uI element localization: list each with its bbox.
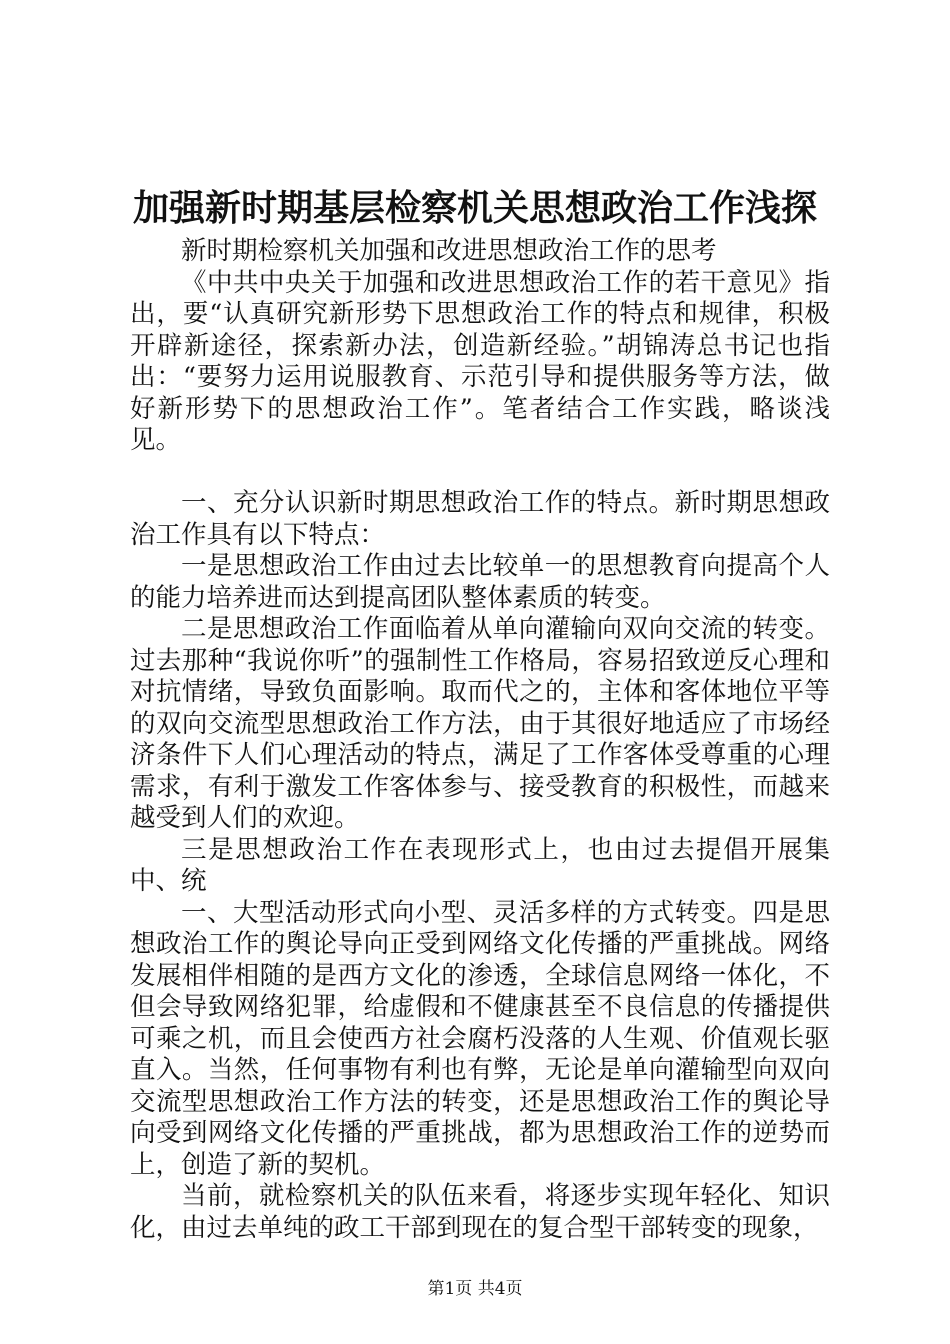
point-one-paragraph: 一是思想政治工作由过去比较单一的思想教育向提高个人的能力培养进而达到提高团队整体素质的转变。 [130,551,830,613]
point-three-paragraph: 三是思想政治工作在表现形式上，也由过去提倡开展集中、统 [130,834,830,896]
section-heading-paragraph: 一、充分认识新时期思想政治工作的特点。新时期思想政治工作具有以下特点： [130,488,830,550]
page-footer: 第1页 共4页 [427,1279,523,1299]
subtitle-paragraph: 新时期检察机关加强和改进思想政治工作的思考 [181,236,717,266]
point-four-paragraph: 一、大型活动形式向小型、灵活多样的方式转变。四是思想政治工作的舆论导向正受到网络文化传播的严重挑战。网络发展相伴相随的是西方文化的渗透，全球信息网络一体化，不但会导致网络犯罪，给虚假和不健康甚至不良信息的传播提供可乘之机，而且会使西方社会腐朽没落的人生观、价值观长驱直入。当然，任何事物有利也有弊，无论是单向灌输型向双向交流型思想政治工作方法的转变，还是思想政治工作的舆论导向受到网络文化传播的严重挑战，都为思想政治工作的逆势而上，创造了新的契机。 [130,897,830,1180]
document-title: 加强新时期基层检察机关思想政治工作浅探 [132,187,817,229]
intro-paragraph: 《中共中央关于加强和改进思想政治工作的若干意见》指出，要“认真研究新形势下思想政治工作的特点和规律，积极开辟新途径，探索新办法，创造新经验。”胡锦涛总书记也指出：“要努力运用说服教育、示范引导和提供服务等方法，做好新形势下的思想政治工作”。笔者结合工作实践，略谈浅见。 [130,267,830,455]
point-two-paragraph: 二是思想政治工作面临着从单向灌输向双向交流的转变。过去那种“我说你听”的强制性工作格局，容易招致逆反心理和对抗情绪，导致负面影响。取而代之的，主体和客体地位平等的双向交流型思想政治工作方法，由于其很好地适应了市场经济条件下人们心理活动的特点，满足了工作客体受尊重的心理需求，有利于激发工作客体参与、接受教育的积极性，而越来越受到人们的欢迎。 [130,614,830,833]
document-body [130,236,830,1244]
current-situation-paragraph: 当前，就检察机关的队伍来看，将逐步实现年轻化、知识化，由过去单纯的政工干部到现在的复合型干部转变的现象， [130,1181,830,1243]
